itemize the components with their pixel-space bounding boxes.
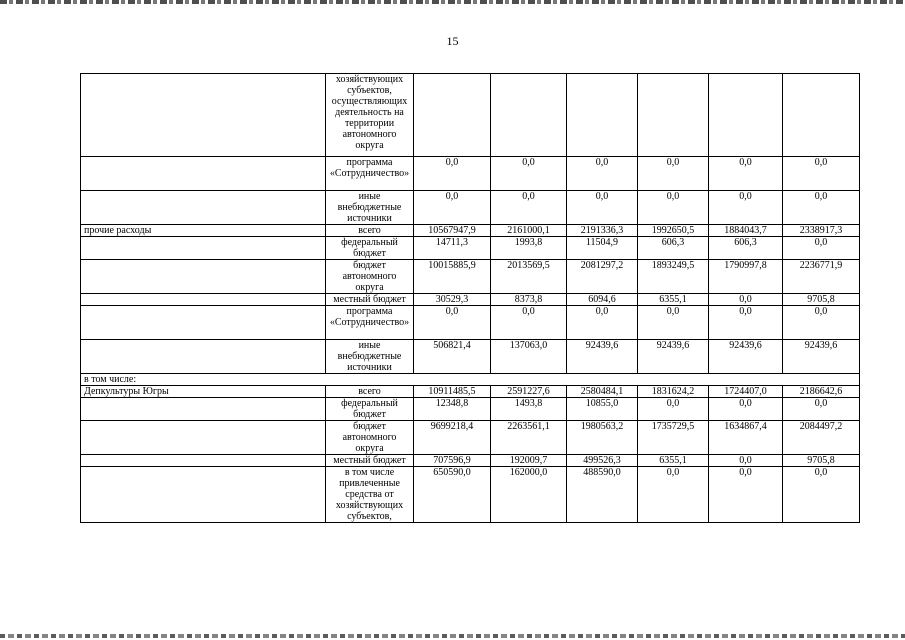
value-cell: 2191336,3 (567, 225, 638, 237)
budget-table (80, 73, 860, 523)
value-cell: 9705,8 (783, 294, 860, 306)
value-cell: 606,3 (709, 237, 783, 260)
value-cell (414, 74, 491, 157)
value-cell: 0,0 (709, 191, 783, 225)
value-cell: 0,0 (783, 398, 860, 421)
table-row (81, 398, 860, 421)
item-name-cell: Депкультуры Югры (81, 386, 326, 398)
value-cell: 650590,0 (414, 467, 491, 523)
item-name-cell (81, 467, 326, 523)
value-cell: 0,0 (709, 157, 783, 191)
value-cell: 0,0 (783, 157, 860, 191)
value-cell: 0,0 (414, 157, 491, 191)
funding-source-cell: программа «Сотрудничество» (326, 306, 414, 340)
value-cell: 9705,8 (783, 455, 860, 467)
funding-source-cell: федеральный бюджет (326, 398, 414, 421)
value-cell: 0,0 (567, 306, 638, 340)
value-cell: 30529,3 (414, 294, 491, 306)
value-cell: 10911485,5 (414, 386, 491, 398)
value-cell: 0,0 (783, 306, 860, 340)
value-cell: 14711,3 (414, 237, 491, 260)
value-cell: 0,0 (709, 455, 783, 467)
value-cell: 1493,8 (491, 398, 567, 421)
value-cell: 606,3 (638, 237, 709, 260)
value-cell: 0,0 (783, 237, 860, 260)
value-cell: 0,0 (491, 191, 567, 225)
table-row (81, 260, 860, 294)
value-cell: 11504,9 (567, 237, 638, 260)
value-cell: 0,0 (638, 191, 709, 225)
value-cell: 0,0 (567, 157, 638, 191)
funding-source-cell: бюджет автономного округа (326, 260, 414, 294)
value-cell: 506821,4 (414, 340, 491, 374)
value-cell: 2338917,3 (783, 225, 860, 237)
funding-source-cell: хозяйствующих субъектов, осуществляющих деятельность на территории автономного округа (326, 74, 414, 157)
value-cell: 2236771,9 (783, 260, 860, 294)
funding-source-cell: бюджет автономного округа (326, 421, 414, 455)
funding-source-cell: федеральный бюджет (326, 237, 414, 260)
value-cell: 2263561,1 (491, 421, 567, 455)
table-row (81, 386, 860, 398)
page-number: 15 (446, 34, 459, 48)
value-cell (491, 74, 567, 157)
value-cell: 0,0 (638, 306, 709, 340)
funding-source-cell: местный бюджет (326, 455, 414, 467)
value-cell: 0,0 (783, 467, 860, 523)
value-cell: 0,0 (491, 306, 567, 340)
scan-border-bottom (0, 634, 905, 638)
table-row (81, 467, 860, 523)
item-name-cell (81, 421, 326, 455)
value-cell: 6355,1 (638, 294, 709, 306)
table-row (81, 455, 860, 467)
value-cell: 2591227,6 (491, 386, 567, 398)
funding-source-cell: в том числе привлеченные средства от хозяйствующих субъектов, (326, 467, 414, 523)
funding-source-cell: иные внебюджетные источники (326, 340, 414, 374)
table-row (81, 294, 860, 306)
value-cell: 2013569,5 (491, 260, 567, 294)
funding-source-cell: местный бюджет (326, 294, 414, 306)
table-row (81, 421, 860, 455)
value-cell: 707596,9 (414, 455, 491, 467)
value-cell: 1980563,2 (567, 421, 638, 455)
funding-source-cell: программа «Сотрудничество» (326, 157, 414, 191)
item-name-cell (81, 157, 326, 191)
value-cell (783, 74, 860, 157)
value-cell: 0,0 (638, 467, 709, 523)
value-cell: 92439,6 (638, 340, 709, 374)
value-cell (567, 74, 638, 157)
value-cell: 2081297,2 (567, 260, 638, 294)
value-cell: 10855,0 (567, 398, 638, 421)
item-name-cell (81, 340, 326, 374)
funding-source-cell: иные внебюджетные источники (326, 191, 414, 225)
value-cell (638, 74, 709, 157)
value-cell: 12348,8 (414, 398, 491, 421)
table-row (81, 74, 860, 157)
value-cell (709, 74, 783, 157)
item-name-cell (81, 260, 326, 294)
value-cell: 2161000,1 (491, 225, 567, 237)
item-name-cell (81, 455, 326, 467)
value-cell: 2580484,1 (567, 386, 638, 398)
funding-source-cell: всего (326, 386, 414, 398)
value-cell: 1735729,5 (638, 421, 709, 455)
item-name-cell: прочие расходы (81, 225, 326, 237)
value-cell: 488590,0 (567, 467, 638, 523)
value-cell: 0,0 (709, 398, 783, 421)
value-cell: 1993,8 (491, 237, 567, 260)
item-name-cell (81, 306, 326, 340)
value-cell: 9699218,4 (414, 421, 491, 455)
value-cell: 0,0 (709, 306, 783, 340)
value-cell: 0,0 (783, 191, 860, 225)
table-row (81, 340, 860, 374)
value-cell: 1893249,5 (638, 260, 709, 294)
value-cell: 1724407,0 (709, 386, 783, 398)
table-row (81, 306, 860, 340)
value-cell: 10015885,9 (414, 260, 491, 294)
value-cell: 499526,3 (567, 455, 638, 467)
value-cell: 0,0 (414, 191, 491, 225)
item-name-cell (81, 398, 326, 421)
value-cell: 0,0 (638, 398, 709, 421)
value-cell: 2186642,6 (783, 386, 860, 398)
value-cell: 92439,6 (567, 340, 638, 374)
item-name-cell (81, 294, 326, 306)
section-label: в том числе: (81, 374, 860, 386)
value-cell: 92439,6 (783, 340, 860, 374)
value-cell: 0,0 (638, 157, 709, 191)
value-cell: 8373,8 (491, 294, 567, 306)
value-cell: 1790997,8 (709, 260, 783, 294)
table-row (81, 237, 860, 260)
table-row (81, 225, 860, 237)
table-row (81, 374, 860, 386)
value-cell: 10567947,9 (414, 225, 491, 237)
value-cell: 0,0 (709, 467, 783, 523)
value-cell: 1831624,2 (638, 386, 709, 398)
funding-source-cell: всего (326, 225, 414, 237)
value-cell: 2084497,2 (783, 421, 860, 455)
scan-border-top (0, 0, 905, 4)
value-cell: 0,0 (709, 294, 783, 306)
value-cell: 0,0 (567, 191, 638, 225)
value-cell: 137063,0 (491, 340, 567, 374)
value-cell: 0,0 (491, 157, 567, 191)
value-cell: 92439,6 (709, 340, 783, 374)
value-cell: 162000,0 (491, 467, 567, 523)
value-cell: 192009,7 (491, 455, 567, 467)
value-cell: 1992650,5 (638, 225, 709, 237)
table-row (81, 191, 860, 225)
item-name-cell (81, 191, 326, 225)
value-cell: 0,0 (414, 306, 491, 340)
table-row (81, 157, 860, 191)
item-name-cell (81, 237, 326, 260)
value-cell: 1884043,7 (709, 225, 783, 237)
value-cell: 6355,1 (638, 455, 709, 467)
value-cell: 6094,6 (567, 294, 638, 306)
value-cell: 1634867,4 (709, 421, 783, 455)
item-name-cell (81, 74, 326, 157)
